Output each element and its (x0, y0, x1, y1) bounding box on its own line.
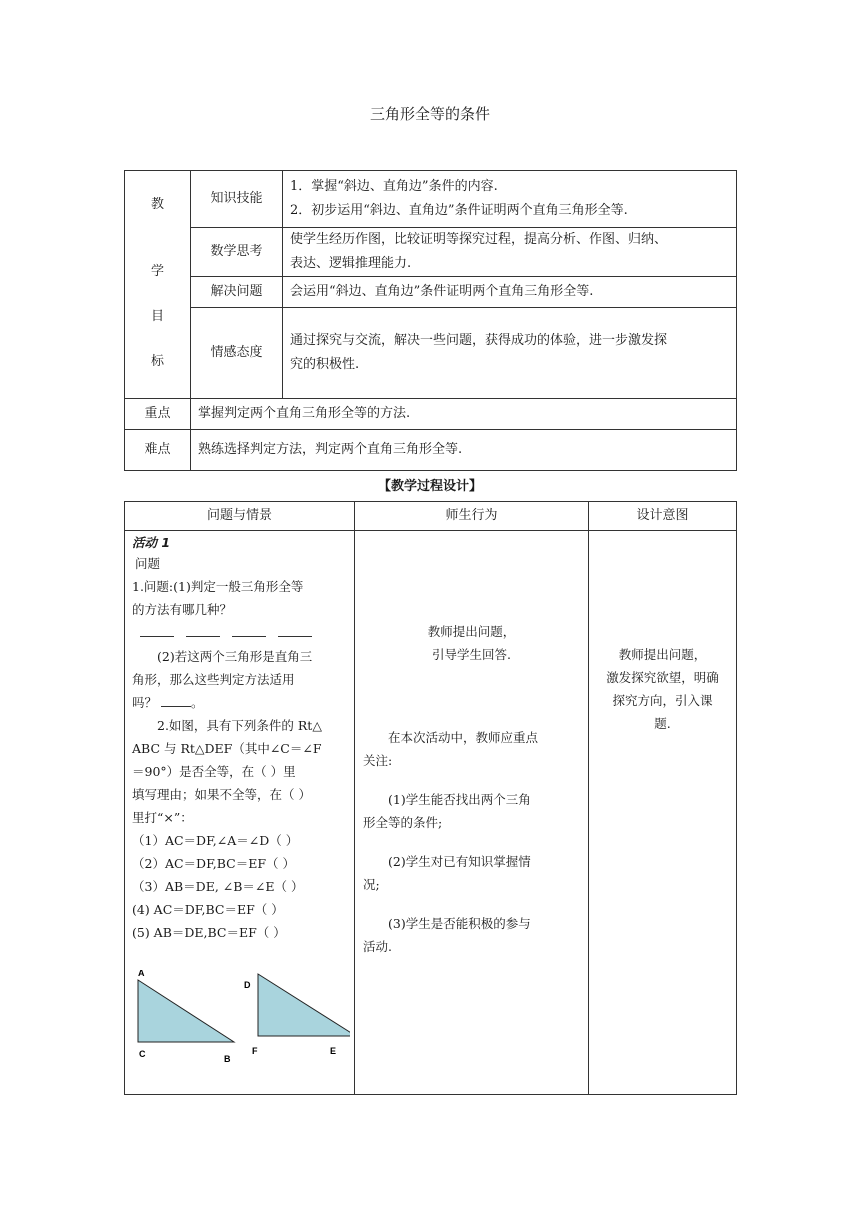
answer-blanks (132, 621, 348, 645)
spacer (363, 772, 580, 788)
intent-cell (589, 531, 737, 1095)
goals-char-4: 标 (150, 354, 164, 369)
spacer (595, 531, 730, 643)
goal-line: 1．掌握“斜边、直角边”条件的内容. (290, 179, 498, 194)
goal-text (283, 277, 737, 308)
behavior-line: (1)学生能否找出两个三角 (388, 792, 531, 807)
triangle-abc (138, 980, 234, 1042)
header-intent: 设计意图 (589, 502, 737, 531)
goal-category: 知识技能 (191, 171, 283, 228)
condition-item: （1）AC＝DF,∠A＝∠D（ ） (132, 833, 299, 848)
difficulty-text: 熟练选择判定方法，判定两个直角三角形全等. (191, 430, 737, 471)
behavior-line: (3)学生是否能积极的参与 (388, 916, 531, 931)
page-title: 三角形全等的条件 (369, 105, 490, 123)
goal-line: 通过探究与交流，解决一些问题，获得成功的体验，进一步激发探 (290, 333, 668, 348)
activity-row (125, 531, 737, 1095)
q1-line: 角形，那么这些判定方法适用 (132, 672, 295, 687)
q1-text: 吗？ (132, 695, 158, 710)
behavior-line: 况; (363, 877, 380, 892)
behavior-line: (2)学生对已有知识掌握情 (388, 854, 531, 869)
goal-text (283, 308, 737, 399)
condition-item: （2）AC＝DF,BC＝EF（ ） (132, 856, 296, 871)
q2-line: 2.如图，具有下列条件的 Rt△ (157, 718, 322, 733)
behavior-line: 活动. (363, 939, 392, 954)
behavior-line: 引导学生回答. (432, 647, 511, 662)
goal-text (283, 228, 737, 277)
header-problem: 问题与情景 (125, 502, 355, 531)
q1-line: 1.问题:(1)判定一般三角形全等 (132, 579, 304, 594)
goal-text (283, 171, 737, 228)
teaching-goals-table (124, 170, 737, 471)
q2-line: ＝90°）是否全等，在（ ）里 (132, 764, 296, 779)
behavior-cell (355, 531, 589, 1095)
goal-line: 2．初步运用“斜边、直角边”条件证明两个直角三角形全等. (290, 203, 628, 218)
goal-line: 表达、逻辑推理能力. (290, 256, 412, 271)
teaching-process-table (124, 501, 737, 1095)
goal-line: 使学生经历作图，比较证明等探究过程，提高分析、作图、归纳、 (290, 232, 668, 247)
goal-line: 究的积极性. (290, 357, 360, 372)
problem-label: 问题 (135, 556, 161, 571)
label-f: F (252, 1046, 258, 1056)
intent-line: 激发探究欲望，明确 (606, 670, 719, 685)
blank (232, 624, 266, 637)
triangle-def (258, 974, 350, 1036)
condition-item: (5) AB＝DE,BC＝EF（ ） (132, 925, 286, 940)
header-behavior: 师生行为 (355, 502, 589, 531)
goal-category: 数学思考 (191, 228, 283, 277)
goals-char-1: 教 (150, 197, 164, 212)
spacer (363, 896, 580, 912)
goal-row-thinking (125, 228, 737, 277)
q2-line: 填写理由；如果不全等，在（ ） (132, 787, 311, 802)
behavior-line: 形全等的条件; (363, 815, 443, 830)
intent-line: 教师提出问题， (618, 647, 707, 662)
q1-line: (2)若这两个三角形是直角三 (157, 649, 313, 664)
spacer (363, 666, 580, 726)
label-c: C (139, 1049, 146, 1059)
behavior-line: 在本次活动中，教师应重点 (388, 730, 539, 745)
goal-row-problem-solving (125, 277, 737, 308)
key-point-label: 重点 (125, 399, 191, 430)
label-a: A (138, 970, 145, 978)
label-d: D (244, 980, 251, 990)
problem-cell (125, 531, 355, 1095)
blank (140, 624, 174, 637)
blank (161, 694, 191, 707)
intent-line: 题. (654, 716, 671, 731)
intent-line: 探究方向，引入课 (612, 693, 713, 708)
process-section-title: 【教学过程设计】 (377, 479, 482, 494)
q1-line (132, 691, 348, 714)
q2-line: ABC 与 Rt△DEF（其中∠C＝∠F (132, 741, 322, 756)
goals-char-3: 目 (150, 309, 164, 324)
process-header-row (125, 502, 737, 531)
blank (278, 624, 312, 637)
condition-item: （3）AB＝DE, ∠B＝∠E（ ） (132, 879, 304, 894)
behavior-line: 关注: (363, 753, 393, 768)
label-b: B (224, 1054, 231, 1064)
difficulty-row (125, 430, 737, 471)
goal-row-knowledge (125, 171, 737, 228)
label-e: E (330, 1046, 337, 1056)
behavior-line: 教师提出问题， (427, 624, 516, 639)
q2-line: 里打“×”： (132, 810, 193, 825)
goal-category: 解决问题 (191, 277, 283, 308)
goal-category: 情感态度 (191, 308, 283, 399)
blank (186, 624, 220, 637)
goals-group-label (125, 171, 191, 399)
q1-line: 的方法有哪几种？ (132, 602, 233, 617)
goals-char-2: 学 (150, 264, 164, 279)
condition-item: (4) AC＝DF,BC＝EF（ ） (132, 902, 284, 917)
activity-title: 活动 1 (132, 535, 171, 550)
goal-line: 会运用“斜边、直角边”条件证明两个直角三角形全等. (290, 284, 594, 299)
spacer (363, 531, 580, 620)
goal-row-attitude (125, 308, 737, 399)
q1-end: 。 (191, 695, 204, 710)
difficulty-label: 难点 (125, 430, 191, 471)
spacer (363, 834, 580, 850)
key-point-row (125, 399, 737, 430)
key-point-text: 掌握判定两个直角三角形全等的方法. (191, 399, 737, 430)
triangles-figure (130, 970, 350, 1080)
